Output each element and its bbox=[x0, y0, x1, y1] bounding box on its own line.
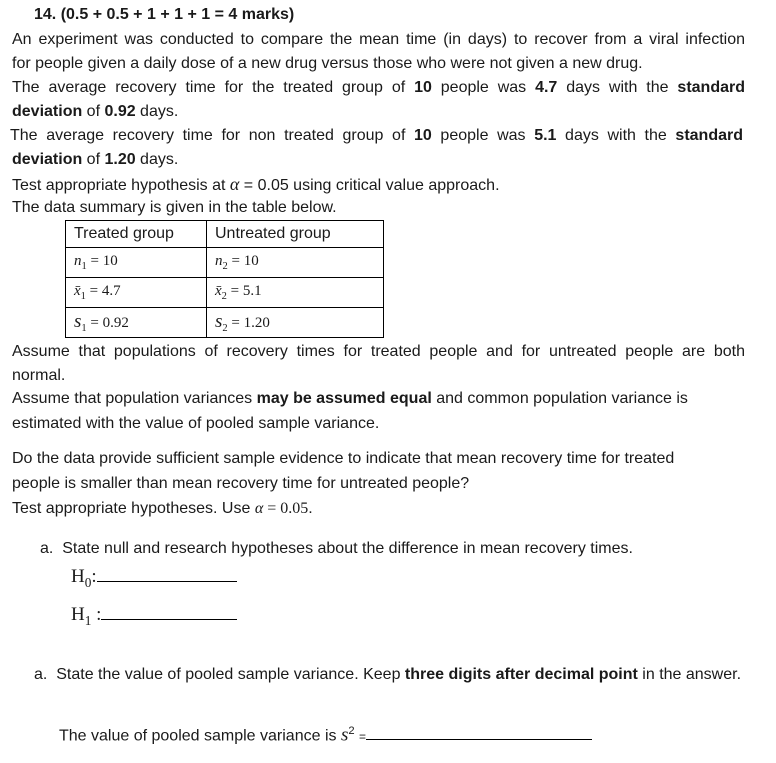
h1-answer-row: $H_1$ : bbox=[71, 604, 237, 629]
pooled-variance-answer-blank[interactable] bbox=[366, 725, 592, 740]
assumption-variance-2: estimated with the value of pooled sample variance. bbox=[12, 415, 380, 432]
data-summary-table bbox=[65, 220, 384, 338]
treated-sd: deviation of 0.92 days. bbox=[12, 103, 179, 120]
intro-line-2: for people given a daily dose of a new drug versus those who were not given a new drug. bbox=[12, 55, 643, 72]
cell-n2: $n_2 = 10$ bbox=[207, 248, 384, 278]
cell-xbar1: $x̄_1 = 4.7$ bbox=[66, 278, 207, 308]
cell-n1: $n_1 = 10$ bbox=[66, 248, 207, 278]
cell-s2: $s_2 = 1.20$ bbox=[207, 308, 384, 338]
h0-answer-row: $H_0$: bbox=[71, 566, 237, 591]
alpha-symbol: α bbox=[229, 174, 240, 194]
header-treated: Treated group bbox=[66, 221, 207, 248]
assumption-variance-1: Assume that population variances may be assumed equal and common population variance is bbox=[12, 390, 688, 407]
h0-answer-blank[interactable] bbox=[97, 567, 237, 582]
untreated-description: The average recovery time for non treated group of 10 people was 5.1 days with the standard bbox=[10, 127, 743, 144]
question-title: 14. (0.5 + 0.5 + 1 + 1 + 1 = 4 marks) bbox=[34, 6, 295, 23]
test-instruction: Test appropriate hypothesis at α = 0.05 using critical value approach. bbox=[12, 174, 500, 194]
summary-intro: The data summary is given in the table below. bbox=[12, 199, 337, 216]
assumption-normal-1: Assume that populations of recovery times for treated people and for untreated people are both bbox=[12, 343, 745, 360]
untreated-sd: deviation of 1.20 days. bbox=[12, 151, 179, 168]
table-row bbox=[66, 308, 384, 338]
question-line-3: Test appropriate hypotheses. Use α = 0.05. bbox=[12, 500, 313, 517]
question-line-2: people is smaller than mean recovery time for untreated people? bbox=[12, 475, 470, 492]
h1-answer-blank[interactable] bbox=[101, 605, 237, 620]
cell-s1: $s_1 = 0.92$ bbox=[66, 308, 207, 338]
treated-description: The average recovery time for the treated group of 10 people was 4.7 days with the standard bbox=[12, 79, 745, 96]
pooled-variance-answer-row: The value of pooled sample variance is $s^2$ = bbox=[59, 719, 592, 748]
question-line-1: Do the data provide sufficient sample evidence to indicate that mean recovery time for treated bbox=[12, 450, 675, 467]
part-b-prompt: a. State the value of pooled sample variance. Keep three digits after decimal point in the answer. bbox=[34, 666, 742, 683]
part-a-prompt: a. State null and research hypotheses about the difference in mean recovery times. bbox=[40, 540, 633, 557]
header-untreated: Untreated group bbox=[207, 221, 384, 248]
assumption-normal-2: normal. bbox=[12, 367, 66, 384]
table-header-row bbox=[66, 221, 384, 248]
table-row bbox=[66, 248, 384, 278]
intro-line-1: An experiment was conducted to compare the mean time (in days) to recover from a viral infection bbox=[12, 31, 745, 48]
cell-xbar2: $x̄_2 = 5.1$ bbox=[207, 278, 384, 308]
table-row bbox=[66, 278, 384, 308]
